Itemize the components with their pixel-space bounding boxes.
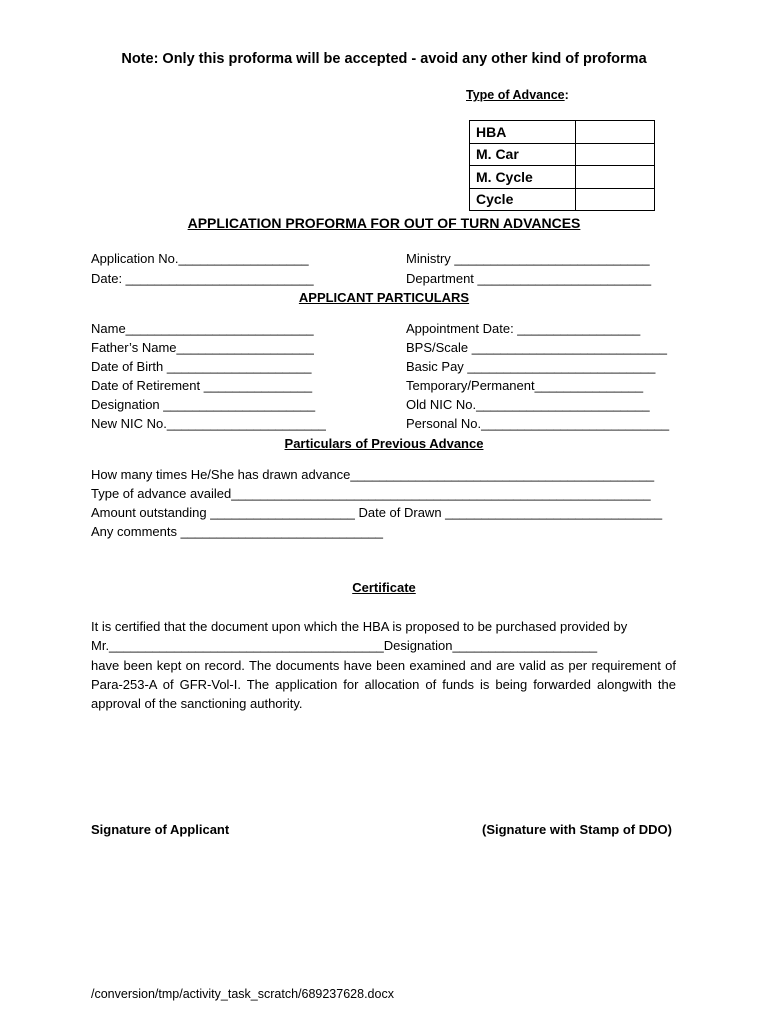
application-no-field[interactable]: Application No.__________________ xyxy=(91,251,309,266)
advance-availed-field[interactable]: Type of advance availed__________________________________________________________ xyxy=(91,486,651,501)
table-row xyxy=(470,188,655,211)
old-nic-field[interactable]: Old NIC No.________________________ xyxy=(406,397,650,412)
table-row xyxy=(470,166,655,189)
advance-type-mcycle: M. Cycle xyxy=(470,166,576,189)
applicant-particulars-heading: APPLICANT PARTICULARS xyxy=(298,290,470,305)
advance-type-checkbox[interactable] xyxy=(576,166,655,189)
bps-scale-field[interactable]: BPS/Scale ___________________________ xyxy=(406,340,667,355)
date-of-retirement-field[interactable]: Date of Retirement _______________ xyxy=(91,378,313,393)
signature-ddo-label: (Signature with Stamp of DDO) xyxy=(482,822,672,837)
basic-pay-field[interactable]: Basic Pay __________________________ xyxy=(406,359,656,374)
certificate-paragraph: have been kept on record. The documents have been examined and are valid as per requirement of Para-253-A of GFR-Vol-I. The application for allocation of funds is being forwarded alongwith the approval of the sanctioning authority. xyxy=(91,658,676,711)
date-field[interactable]: Date: __________________________ xyxy=(91,271,314,286)
advance-type-cycle: Cycle xyxy=(470,188,576,211)
type-of-advance-label-text: Type of Advance xyxy=(466,88,565,102)
advance-type-mcar: M. Car xyxy=(470,143,576,166)
form-title: APPLICATION PROFORMA FOR OUT OF TURN ADVANCES xyxy=(187,215,581,231)
advance-type-checkbox[interactable] xyxy=(576,121,655,144)
comments-field[interactable]: Any comments ____________________________ xyxy=(91,524,384,539)
advance-type-hba: HBA xyxy=(470,121,576,144)
appointment-date-field[interactable]: Appointment Date: _________________ xyxy=(406,321,641,336)
personal-no-field[interactable]: Personal No.__________________________ xyxy=(406,416,670,431)
table-row xyxy=(470,121,655,144)
fathers-name-field[interactable]: Father’s Name___________________ xyxy=(91,340,314,355)
ministry-field[interactable]: Ministry ___________________________ xyxy=(406,251,650,266)
table-row xyxy=(470,143,655,166)
new-nic-field[interactable]: New NIC No.______________________ xyxy=(91,416,326,431)
designation-field[interactable]: Designation _____________________ xyxy=(91,397,316,412)
department-field[interactable]: Department ________________________ xyxy=(406,271,652,286)
advance-type-checkbox[interactable] xyxy=(576,143,655,166)
date-of-birth-field[interactable]: Date of Birth ____________________ xyxy=(91,359,312,374)
note-text: Note: Only this proforma will be accepted - avoid any other kind of proforma xyxy=(121,51,647,67)
amount-outstanding-field[interactable]: Amount outstanding ____________________ Date of Drawn ______________________________ xyxy=(91,505,663,520)
signature-applicant-label: Signature of Applicant xyxy=(91,822,230,837)
previous-advance-heading: Particulars of Previous Advance xyxy=(284,436,484,451)
certificate-mr-designation-field[interactable]: Mr.______________________________________Designation____________________ xyxy=(91,638,598,653)
advance-type-table xyxy=(469,120,655,211)
advance-type-checkbox[interactable] xyxy=(576,188,655,211)
name-field[interactable]: Name__________________________ xyxy=(91,321,314,336)
times-drawn-field[interactable]: How many times He/She has drawn advance__________________________________________ xyxy=(91,467,655,482)
type-of-advance-colon: : xyxy=(564,88,569,102)
temporary-permanent-field[interactable]: Temporary/Permanent_______________ xyxy=(406,378,644,393)
type-of-advance-label xyxy=(466,87,569,103)
certificate-line-1: It is certified that the document upon which the HBA is proposed to be purchased provided by xyxy=(91,619,628,634)
footer-file-path: /conversion/tmp/activity_task_scratch/689237628.docx xyxy=(91,987,394,1001)
certificate-heading: Certificate xyxy=(352,580,416,595)
